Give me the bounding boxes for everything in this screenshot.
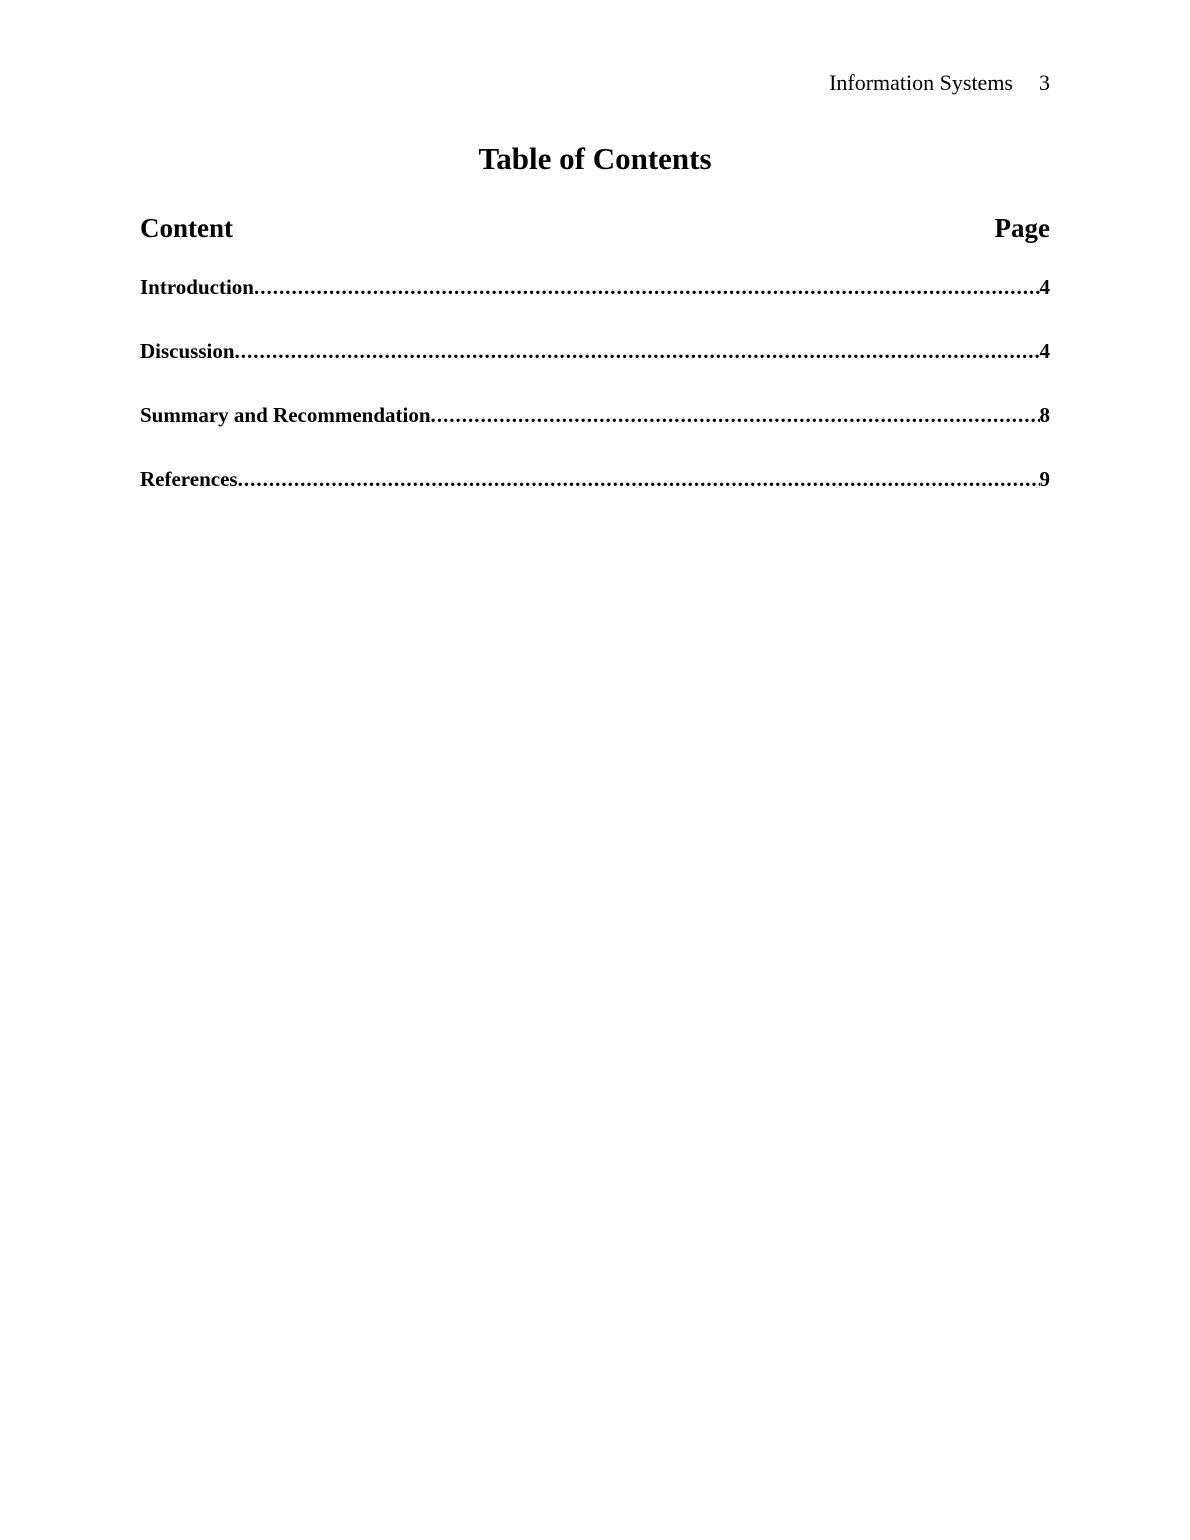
page-number: 3 [1039,70,1050,95]
dot-leader [254,272,1040,302]
toc-entry-references[interactable] [140,464,1050,528]
toc-entry-label: References [140,467,238,491]
dot-leader [235,336,1040,366]
toc-entry-page: 4 [1039,339,1050,363]
toc-entry-page: 4 [1039,275,1050,299]
toc-column-header [140,211,1050,245]
dot-leader [238,464,1040,494]
toc-entry-label: Introduction [140,275,254,299]
toc-title: Table of Contents [478,141,712,176]
toc-list [140,272,1050,528]
running-title: Information Systems [829,70,1013,95]
running-header [829,69,1050,97]
dot-leader [431,400,1040,430]
page-column-label: Page [994,213,1050,243]
toc-entry-page: 8 [1039,403,1050,427]
toc-entry-discussion[interactable] [140,336,1050,400]
content-column-label: Content [140,213,233,243]
toc-entry-summary-and-recommendation[interactable] [140,400,1050,464]
toc-entry-introduction[interactable] [140,272,1050,336]
toc-entry-label: Discussion [140,339,235,363]
toc-entry-page: 9 [1039,467,1050,491]
toc-entry-label: Summary and Recommendation [140,403,431,427]
